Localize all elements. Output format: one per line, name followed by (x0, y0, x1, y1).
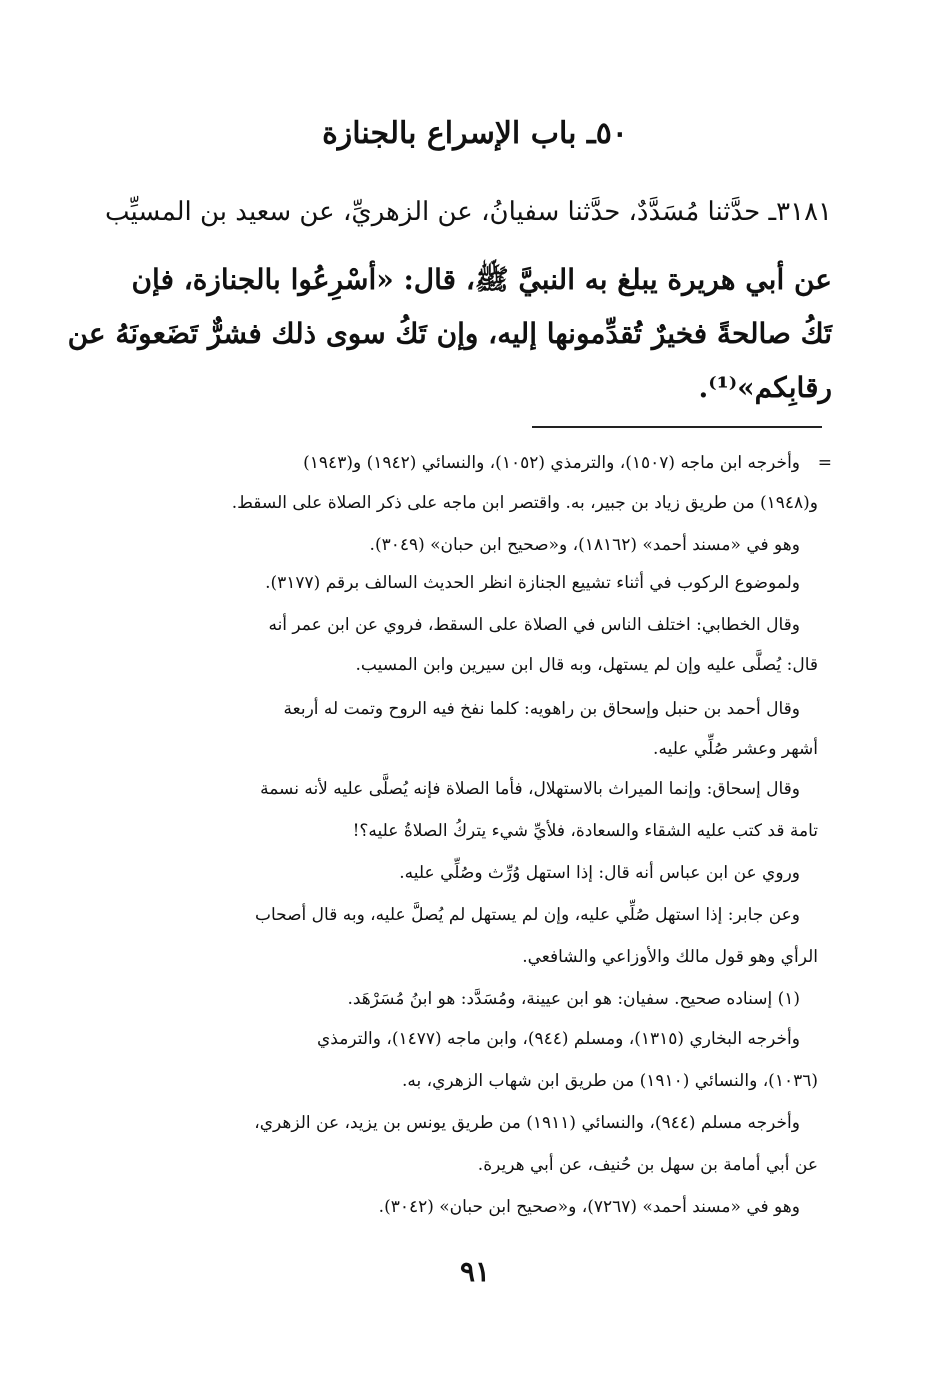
page-number: ٩١ (459, 1255, 491, 1288)
chapter-title: ٥٠ـ باب الإسراع بالجنازة (322, 116, 628, 151)
footnote-line: وأخرجه مسلم (٩٤٤)، والنسائي (١٩١١) من طريق يونس بن يزيد، عن الزهري، (254, 1113, 800, 1133)
footnote-line: وأخرجه البخاري (١٣١٥)، ومسلم (٩٤٤)، وابن ماجه (١٤٧٧)، والترمذي (316, 1029, 800, 1049)
hadith-text-line: تَكُ صالحةً فخيرٌ تُقدِّمونها إليه، وإن تَكُ سوى ذلك فشرٌّ تَضَعونَهُ عن (67, 317, 832, 350)
footnote-line: (١٠٣٦)، والنسائي (١٩١٠) من طريق ابن شهاب الزهري، به. (401, 1071, 818, 1091)
footnote-line: ولموضوع الركوب في أثناء تشييع الجنازة انظر الحديث السالف برقم (٣١٧٧). (265, 573, 800, 593)
footnote-line: وهو في «مسند أحمد» (٧٢٦٧)، و«صحيح ابن حبان» (٣٠٤٢). (378, 1197, 800, 1217)
footnote-line: وقال أحمد بن حنبل وإسحاق بن راهويه: كلما نفخ فيه الروح وتمت له أربعة (283, 699, 800, 719)
footnote-line: قال: يُصلَّى عليه وإن لم يستهل، وبه قال ابن سيرين وابن المسيب. (355, 655, 818, 675)
footnote-line: تامة قد كتب عليه الشقاء والسعادة، فلأيِّ شيء يتركُ الصلاةُ عليه؟! (352, 821, 818, 841)
footnote-line: وقال إسحاق: وإنما الميراث بالاستهلال، فأما الصلاة فإنه يُصلَّى عليه لأنه نسمة (260, 779, 800, 799)
footnote-line: عن أبي أمامة بن سهل بن حُنيف، عن أبي هريرة. (477, 1155, 818, 1175)
footnote-line: وأخرجه ابن ماجه (١٥٠٧)، والترمذي (١٠٥٢)، والنسائي (١٩٤٢) و(١٩٤٣) (303, 453, 800, 473)
footnote-continuation-mark: = (817, 453, 832, 473)
footnote-line: وروي عن ابن عباس أنه قال: إذا استهل وُرِّث وصُلِّي عليه. (399, 863, 800, 883)
footnote-divider (532, 426, 822, 428)
footnote-line: الرأي وهو قول مالك والأوزاعي والشافعي. (522, 947, 818, 967)
footnote-line: وهو في «مسند أحمد» (١٨١٦٢)، و«صحيح ابن حبان» (٣٠٤٩). (369, 535, 800, 555)
footnote-line: (١) إسناده صحيح. سفيان: هو ابن عيينة، ومُسَدَّد: هو ابنُ مُسَرْهَد. (347, 989, 800, 1009)
hadith-isnad-line: ٣١٨١ـ حدَّثنا مُسَدَّدٌ، حدَّثنا سفيانُ، عن الزهريِّ، عن سعيد بن المسيِّب (105, 197, 832, 227)
hadith-text-line: عن أبي هريرة يبلغ به النبيَّ ﷺ، قال: «أسْرِعُوا بالجنازة، فإن (131, 263, 832, 296)
hadith-text-line: رقابِكم»⁽¹⁾. (698, 371, 832, 404)
footnote-line: وقال الخطابي: اختلف الناس في الصلاة على السقط، فروي عن ابن عمر أنه (268, 615, 800, 635)
footnote-line: وعن جابر: إذا استهل صُلِّي عليه، وإن لم يستهل لم يُصلَّ عليه، وبه قال أصحاب (254, 905, 800, 925)
footnote-line: و(١٩٤٨) من طريق زياد بن جبير، به. واقتصر ابن ماجه على ذكر الصلاة على السقط. (231, 493, 818, 513)
footnote-line: أشهر وعشر صُلِّي عليه. (653, 739, 818, 759)
